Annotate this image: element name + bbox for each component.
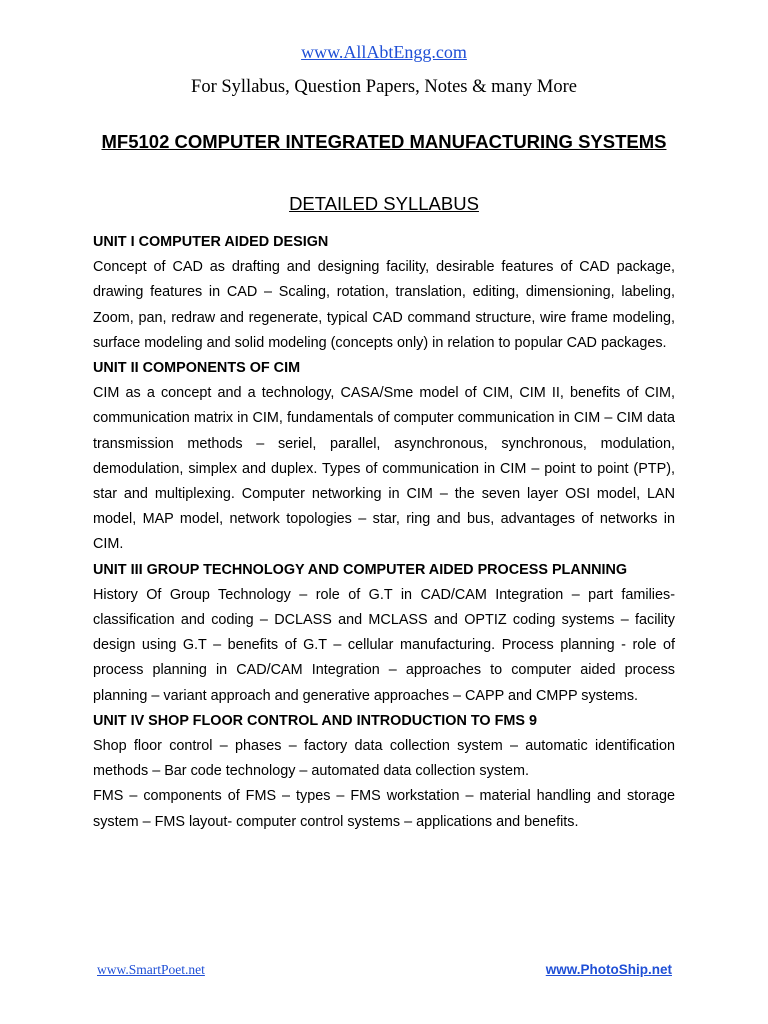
unit-2 <box>93 356 675 558</box>
unit-3 <box>93 558 675 709</box>
unit-paragraph: Shop floor control – phases – factory data collection system – automatic identification methods – Bar code technology – automated data collection system. <box>93 738 675 780</box>
syllabus-content <box>93 230 675 835</box>
unit-paragraph: FMS – components of FMS – types – FMS workstation – material handling and storage system – FMS layout- computer control systems – applications and benefits. <box>93 788 675 830</box>
unit-heading: UNIT I COMPUTER AIDED DESIGN <box>93 234 329 250</box>
unit-heading: UNIT III GROUP TECHNOLOGY AND COMPUTER AIDED PROCESS PLANNING <box>93 561 628 578</box>
unit-heading: UNIT IV SHOP FLOOR CONTROL AND INTRODUCTION TO FMS 9 <box>93 712 537 729</box>
footer-left-link[interactable]: www.SmartPoet.net <box>97 962 205 977</box>
footer-right-link[interactable]: www.PhotoShip.net <box>545 962 672 977</box>
unit-paragraph: History Of Group Technology – role of G.T in CAD/CAM Integration – part families-classification and coding – DCLASS and MCLASS and OPTIZ coding systems – facility design using G.T – benefits of G.T – cellular manufacturing. Process planning - role of process planning in CAD/CAM Integration – approaches to computer aided process planning – variant approach and generative approaches – CAPP and CMPP systems. <box>93 586 675 704</box>
unit-4 <box>93 709 675 835</box>
unit-paragraph: Concept of CAD as drafting and designing facility, desirable features of CAD package, drawing features in CAD – Scaling, rotation, translation, editing, dimensioning, labeling, Zoom, pan, redraw and regenerate, typical CAD command structure, wire frame modeling, surface modeling and solid modeling (concepts only) in relation to popular CAD packages. <box>93 259 675 351</box>
document-subtitle: DETAILED SYLLABUS <box>289 193 479 214</box>
unit-1 <box>93 230 675 356</box>
header-site-link[interactable]: www.AllAbtEngg.com <box>301 42 467 62</box>
header-tagline: For Syllabus, Question Papers, Notes & many More <box>191 77 577 97</box>
document-title: MF5102 COMPUTER INTEGRATED MANUFACTURING SYSTEMS <box>101 131 667 152</box>
unit-paragraph: CIM as a concept and a technology, CASA/Sme model of CIM, CIM II, benefits of CIM, communication matrix in CIM, fundamentals of computer communication in CIM – CIM data transmission methods – seriel, parallel, asynchronous, synchronous, modulation, demodulation, simplex and duplex. Types of communication in CIM – point to point (PTP), star and multiplexing. Computer networking in CIM – the seven layer OSI model, LAN model, MAP model, network topologies – star, ring and bus, advantages of networks in CIM. <box>93 385 675 553</box>
unit-heading: UNIT II COMPONENTS OF CIM <box>93 360 301 377</box>
